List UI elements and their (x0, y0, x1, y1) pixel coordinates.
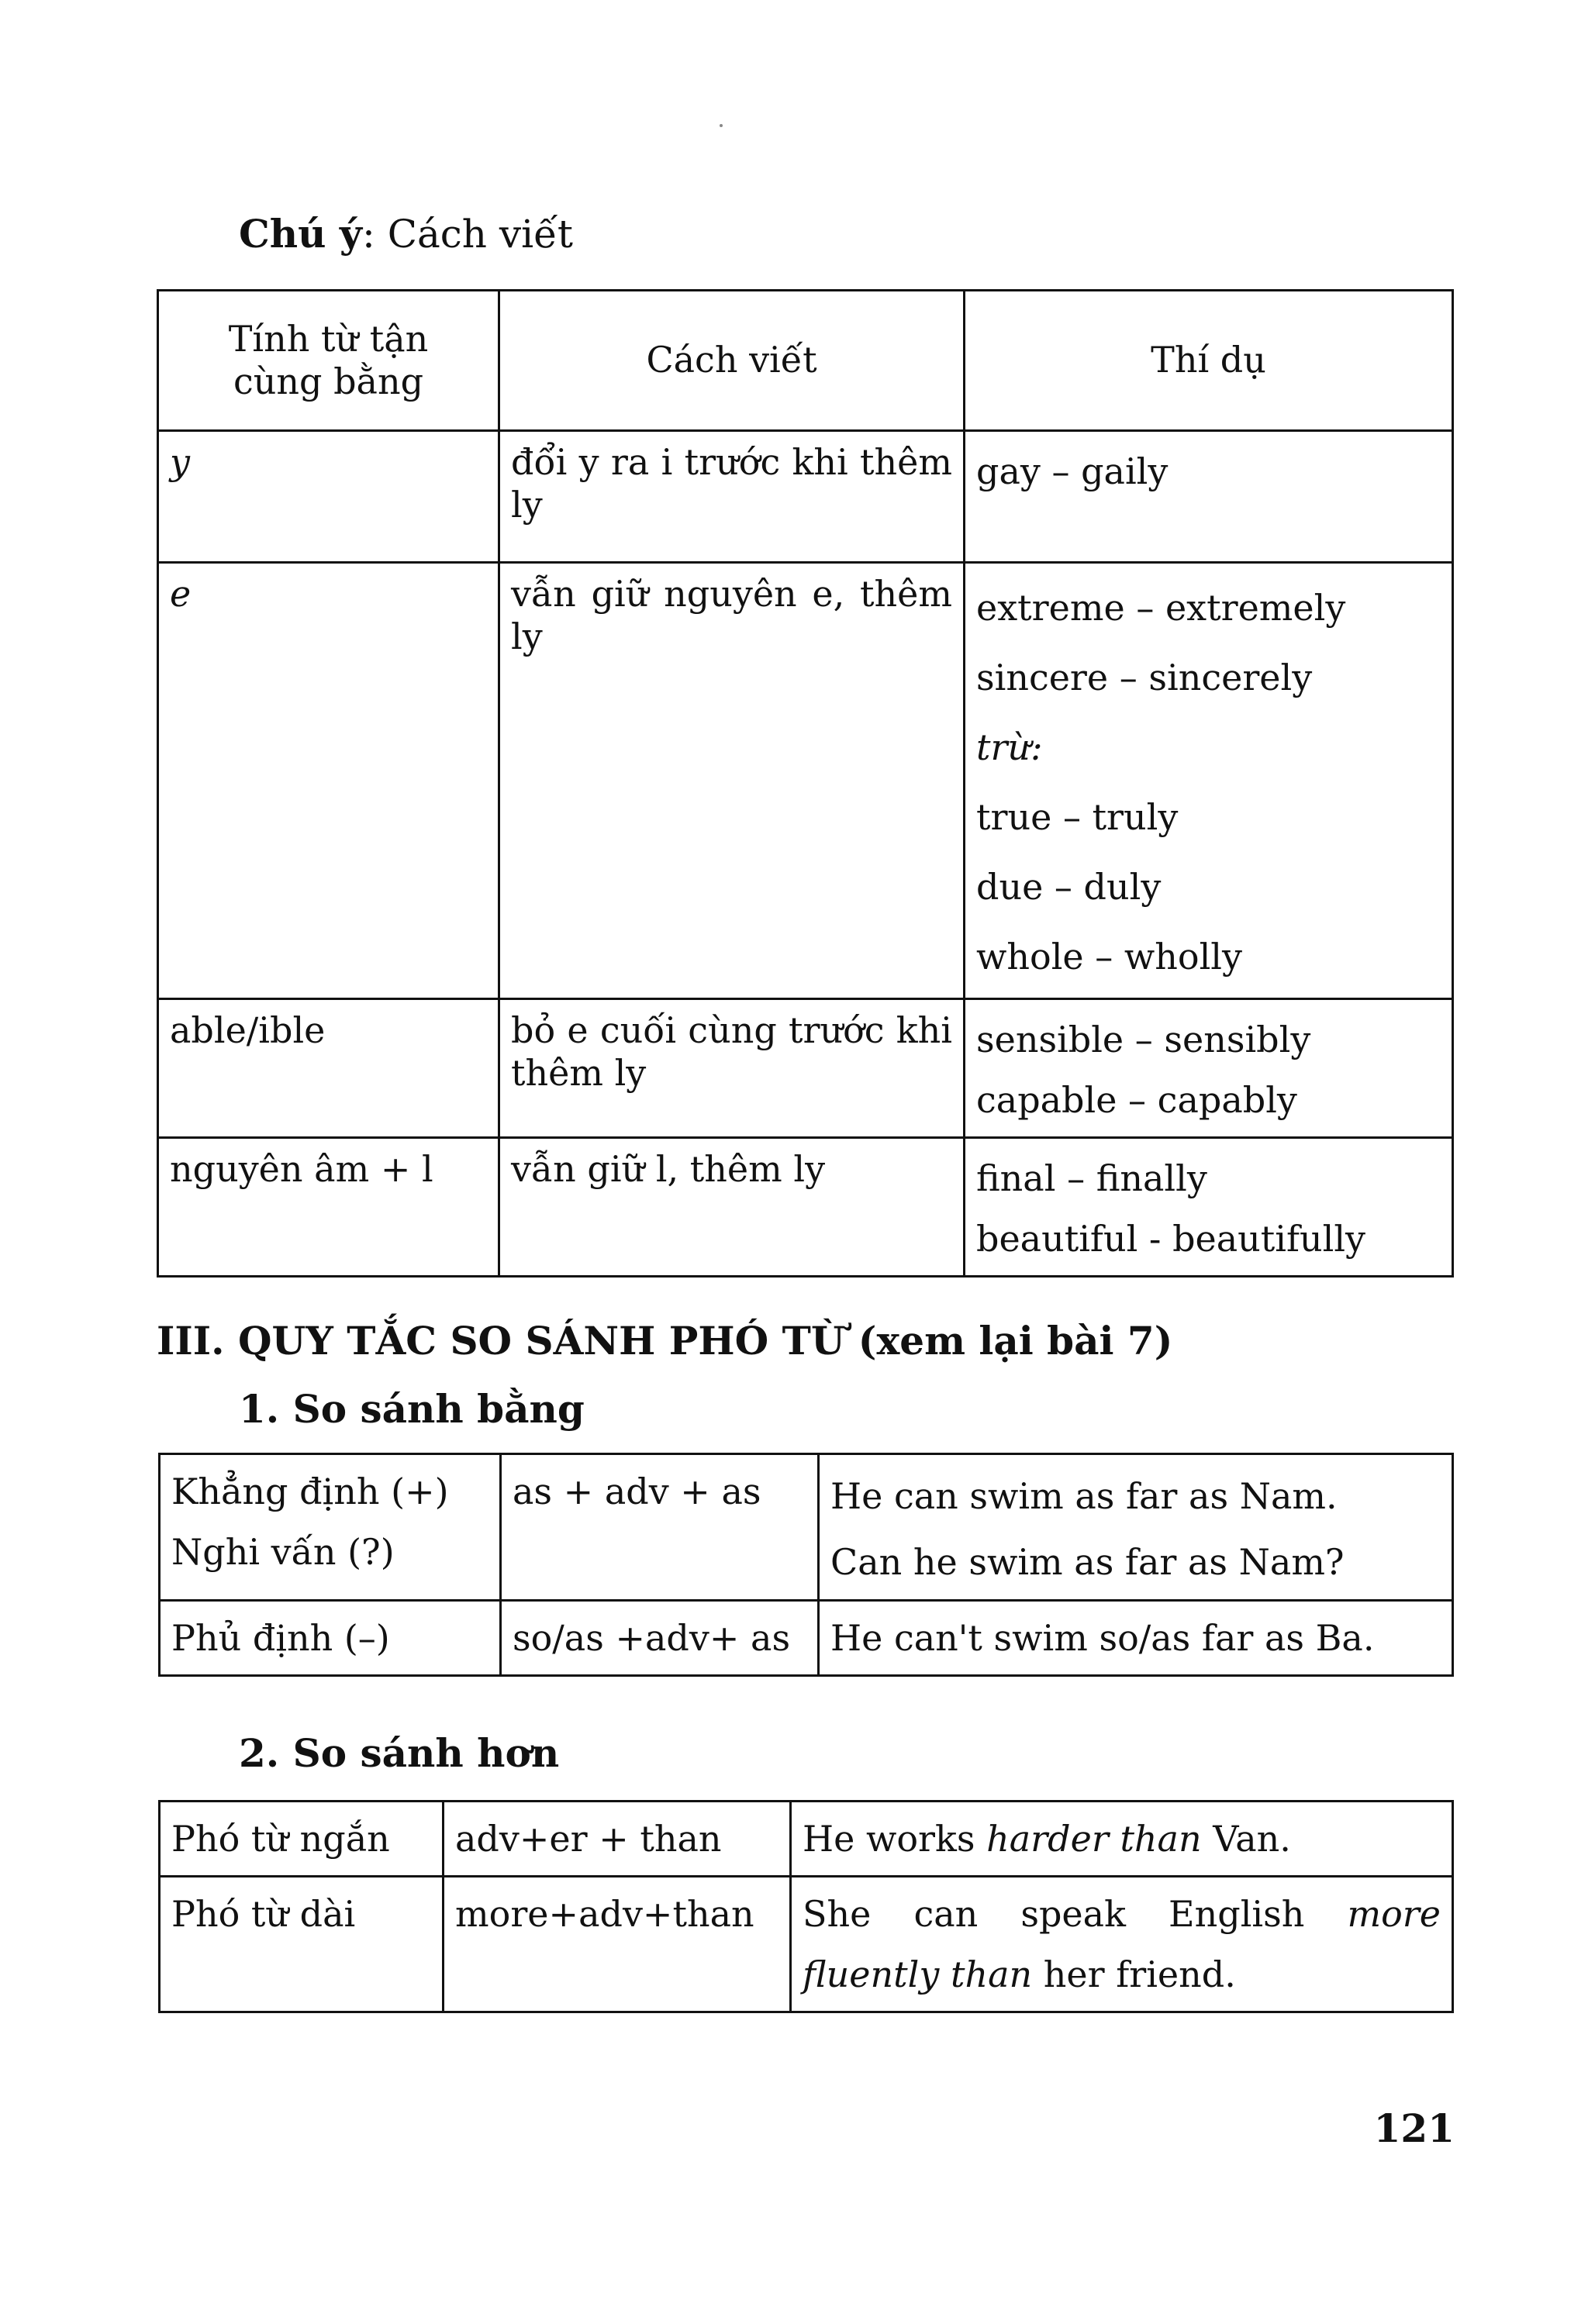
table-row (160, 1601, 1453, 1676)
header-example: Thí dụ (965, 291, 1453, 431)
example-cell: He can swim as far as Nam. Can he swim as far as Nam? (819, 1454, 1453, 1601)
example-cell: gay – gaily (965, 431, 1453, 563)
table-row (160, 1802, 1453, 1877)
table-row (158, 563, 1453, 999)
table-row (158, 1138, 1453, 1277)
equal-comparison-table (158, 1453, 1454, 1677)
note-heading: Chú ý: Cách viết (239, 211, 573, 257)
example-cell: He can't swim so/as far as Ba. (819, 1601, 1453, 1676)
example-cell: extreme – extremely sincere – sincerely trừ: true – truly due – duly whole – wholly (965, 563, 1453, 999)
type-cell: Phó từ ngắn (160, 1802, 444, 1877)
table-row (158, 999, 1453, 1138)
formula-cell: adv+er + than (444, 1802, 791, 1877)
example-cell: She can speak English more fluently than her friend. (791, 1877, 1453, 2012)
rule-cell: đổi y ra i trước khi thêm ly (499, 431, 965, 563)
spelling-table (157, 289, 1454, 1278)
ending-cell: e (158, 563, 499, 999)
formula-cell: more+adv+than (444, 1877, 791, 2012)
rule-cell: vẫn giữ nguyên e, thêm ly (499, 563, 965, 999)
example-cell: sensible – sensibly capable – capably (965, 999, 1453, 1138)
speck (720, 124, 723, 127)
formula-cell: as + adv + as (501, 1454, 819, 1601)
header-rule: Cách viết (499, 291, 965, 431)
page-number: 121 (1373, 2105, 1455, 2151)
ending-cell: y (158, 431, 499, 563)
type-cell: Phủ định (–) (160, 1601, 501, 1676)
ending-cell: nguyên âm + l (158, 1138, 499, 1277)
table-row (160, 1454, 1453, 1601)
table-row (158, 431, 1453, 563)
type-cell: Phó từ dài (160, 1877, 444, 2012)
subsection-heading: 2. So sánh hơn (239, 1730, 560, 1776)
rule-cell: vẫn giữ l, thêm ly (499, 1138, 965, 1277)
table-row (160, 1877, 1453, 2012)
ending-cell: able/ible (158, 999, 499, 1138)
rule-cell: bỏ e cuối cùng trước khi thêm ly (499, 999, 965, 1138)
comparative-table (158, 1800, 1454, 2013)
subsection-heading: 1. So sánh bằng (239, 1386, 585, 1432)
example-cell (791, 1802, 1453, 1877)
table-header-row (158, 291, 1453, 431)
emphasis: more fluently than (803, 1893, 1441, 1995)
section-heading: III. QUY TẮC SO SÁNH PHÓ TỪ (xem lại bài 7) (157, 1318, 1173, 1364)
example-text: He works harder than Van. (803, 1818, 1291, 1860)
emphasis: harder than (986, 1818, 1202, 1860)
example-cell: final – finally beautiful - beautifully (965, 1138, 1453, 1277)
type-cell: Khẳng định (+) Nghi vấn (?) (160, 1454, 501, 1601)
formula-cell: so/as +adv+ as (501, 1601, 819, 1676)
header-ending: Tính từ tận cùng bằng (158, 291, 499, 431)
